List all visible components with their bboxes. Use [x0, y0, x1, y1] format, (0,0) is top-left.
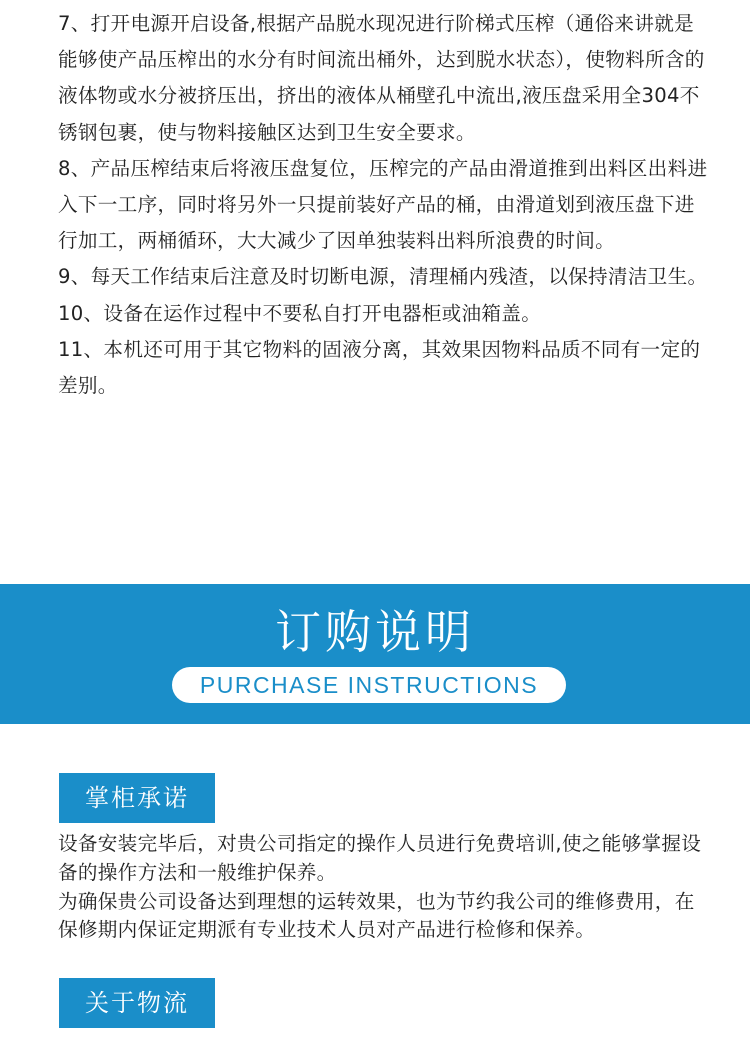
promise-paragraph-training: 设备安装完毕后，对贵公司指定的操作人员进行免费培训,使之能够掌握设备的操作方法和一般维护保养。 — [58, 832, 702, 884]
step-7: 7、打开电源开启设备,根据产品脱水现况进行阶梯式压榨（通俗来讲就是能够使产品压榨出的水分有时间流出桶外，达到脱水状态），使物料所含的液体物或水分被挤压出，挤出的液体从桶壁孔中流出,液压盘采用全304不锈钢包裹，使与物料接触区达到卫生安全要求。 — [58, 12, 705, 144]
logistics-section-label: 关于物流 — [59, 978, 215, 1028]
step-10: 10、设备在运作过程中不要私自打开电器柜或油箱盖。 — [58, 301, 542, 325]
banner-title: 订购说明 — [275, 605, 475, 659]
promise-text — [58, 830, 708, 945]
operation-steps — [58, 6, 708, 404]
banner-subtitle-pill: PURCHASE INSTRUCTIONS — [172, 667, 566, 703]
promise-section-label: 掌柜承诺 — [59, 773, 215, 823]
step-11: 11、本机还可用于其它物料的固液分离，其效果因物料品质不同有一定的差别。 — [58, 337, 701, 398]
step-9: 9、每天工作结束后注意及时切断电源，清理桶内残渣，以保持清洁卫生。 — [58, 265, 708, 289]
promise-paragraph-maintenance: 为确保贵公司设备达到理想的运转效果，也为节约我公司的维修费用，在保修期内保证定期派有专业技术人员对产品进行检修和保养。 — [58, 889, 695, 942]
step-8: 8、产品压榨结束后将液压盘复位，压榨完的产品由滑道推到出料区出料进入下一工序，同时将另外一只提前装好产品的桶，由滑道划到液压盘下进行加工，两桶循环，大大减少了因单独装料出料所浪费的时间。 — [58, 156, 708, 253]
